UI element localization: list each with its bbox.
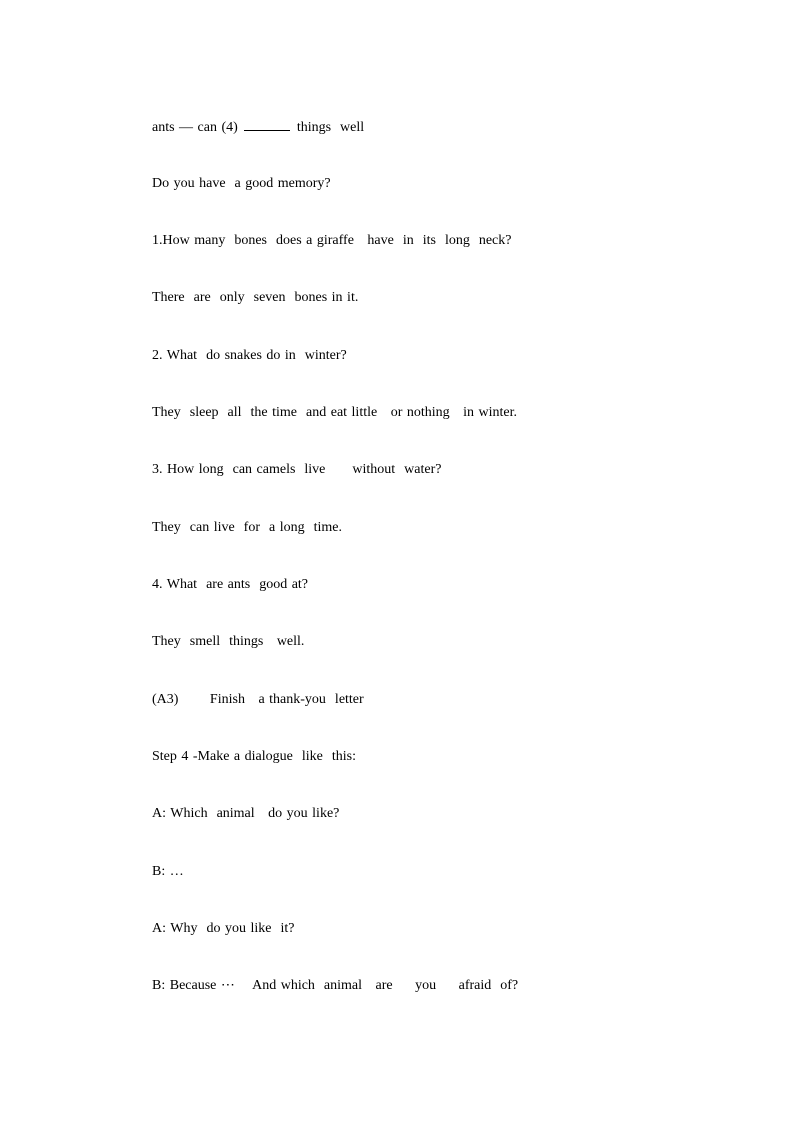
line-answer-3: They can live for a long time. (152, 520, 342, 535)
line-question-3: 3. How long can camels live without water? (152, 462, 442, 477)
line-answer-2: They sleep all the time and eat little or nothing in winter. (152, 405, 518, 420)
line-ants-pre: ants — can (4) (152, 120, 243, 135)
line-dialogue-a1: A: Which animal do you like? (152, 806, 340, 821)
answer-blank (244, 118, 290, 131)
line-dialogue-b1: B: … (152, 864, 184, 879)
line-answer-1: There are only seven bones in it. (152, 290, 359, 305)
line-ants-post: things well (292, 120, 365, 135)
line-question-4: 4. What are ants good at? (152, 577, 309, 592)
line-answer-4: They smell things well. (152, 634, 305, 649)
line-memory-question: Do you have a good memory? (152, 176, 331, 191)
line-question-2: 2. What do snakes do in winter? (152, 348, 347, 363)
line-question-1: 1.How many bones does a giraffe have in its long neck? (152, 233, 512, 248)
line-step-4: Step 4 -Make a dialogue like this: (152, 749, 356, 764)
line-ants-fill-in (152, 118, 364, 137)
line-dialogue-b2: B: Because ⋯ And which animal are you afraid of? (152, 978, 519, 993)
line-task-a3: (A3) Finish a thank-you letter (152, 692, 364, 707)
line-dialogue-a2: A: Why do you like it? (152, 921, 295, 936)
